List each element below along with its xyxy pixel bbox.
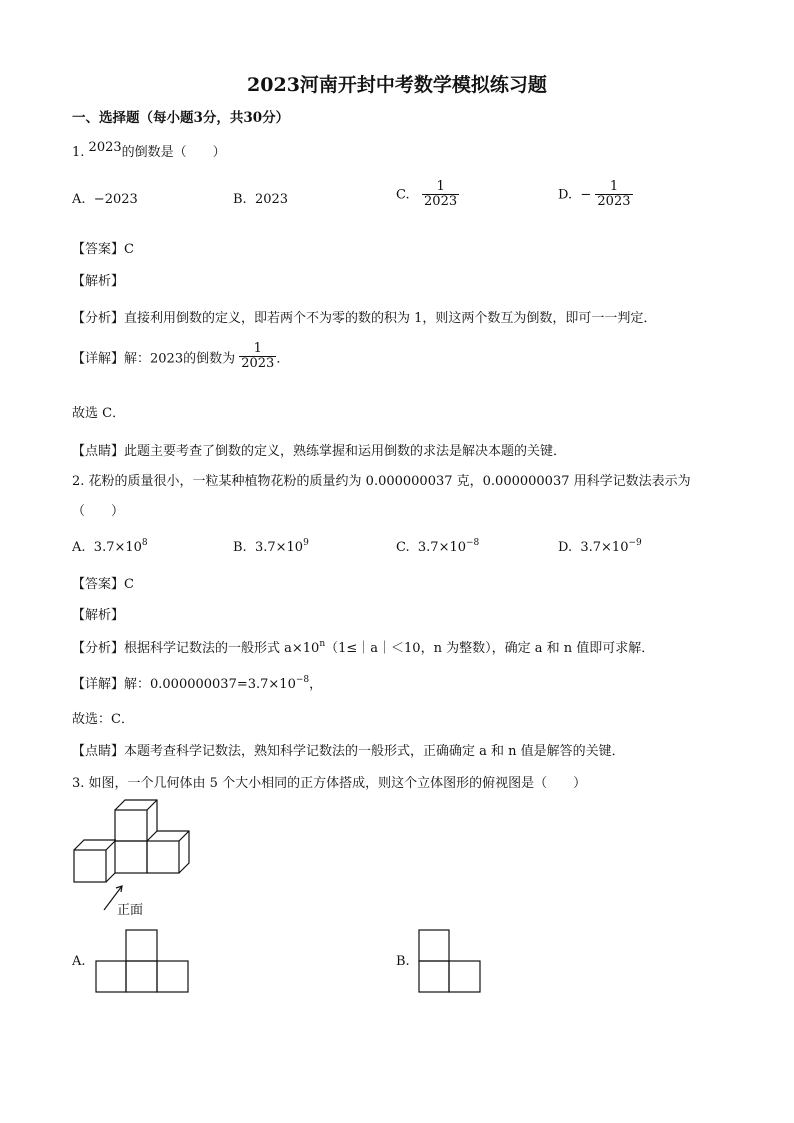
detail-fraction: $\frac{1}{2023}$	[241, 341, 275, 372]
question-2-stem-cont: （ ）	[72, 504, 125, 519]
analysis-label: 【解析】	[72, 274, 125, 289]
option-b: B. 2023	[233, 192, 289, 207]
option-d: D. − $\frac{1}{2023}$	[558, 179, 631, 210]
question-3-stem: 3. 如图，一个几何体由 5 个大小相同的正方体搭成，则这个立体图形的俯视图是（ ）	[72, 776, 587, 791]
q2-option-a: A. $3.7\times 10^8$	[72, 538, 148, 555]
choose-text: 故选 C．	[72, 406, 126, 421]
option-a-value: −2023	[93, 192, 138, 207]
option-b-value: 2023	[254, 192, 289, 207]
section-heading: 一、选择题（每小题3分，共30分）	[72, 110, 290, 126]
answer-label: 【答案】C	[72, 242, 134, 257]
cube-front-middle	[115, 841, 147, 873]
q2-comment-text: 【点睛】本题考查科学记数法，熟知科学记数法的一般形式，正确确定 a 和 n 值是解答的关键．	[72, 744, 625, 759]
question-1-stem	[72, 141, 226, 160]
q2-option-b: B. $3.7\times 10^9$	[233, 538, 309, 555]
analysis-text: 【分析】直接利用倒数的定义，即若两个不为零的数的积为 1，则这两个数互为倒数，即可一一判定．	[72, 311, 657, 326]
cube-front-right	[147, 841, 179, 873]
q3-option-a-label: A.	[72, 954, 86, 969]
question-2-stem: 2. 花粉的质量很小，一粒某种植物花粉的质量约为 0.000000037 克，0.000000037 用科学记数法表示为	[72, 474, 691, 489]
top-cube-front	[115, 810, 147, 841]
option-b-figure	[417, 928, 487, 994]
option-c-fraction: $\frac{1}{2023}$	[424, 179, 458, 210]
comment-text: 【点睛】此题主要考查了倒数的定义，熟练掌握和运用倒数的求法是解决本题的关键．	[72, 444, 567, 459]
option-a-figure	[94, 928, 194, 994]
option-d-fraction: $\frac{1}{2023}$	[597, 179, 631, 210]
q3-option-b-label: B.	[396, 954, 410, 969]
q2-analysis-label: 【解析】	[72, 608, 125, 623]
detail-text: 【详解】解：2023的倒数为 $\frac{1}{2023}$ ．	[72, 341, 290, 372]
q2-detail-text: 【详解】解：$0.000000037=3.7\times 10^{-8}$，	[72, 675, 323, 692]
q2-option-c: C. $3.7\times 10^{-8}$	[396, 538, 480, 555]
option-a: A. −2023	[72, 192, 138, 207]
question-stem-text: 的倒数是（ ）	[121, 145, 226, 160]
page-title: 2023河南开封中考数学模拟练习题	[247, 74, 547, 96]
q2-answer-label: 【答案】C	[72, 577, 134, 592]
q2-analysis-text: 【分析】根据科学记数法的一般形式 $a\times 10^n(1\le|a|<10$，n 为整数），确定 a 和 n 值即可求解．	[72, 639, 655, 656]
year-value: 2023	[88, 140, 122, 155]
option-c: C. $\frac{1}{2023}$	[396, 179, 458, 210]
q2-option-d: D. $3.7\times 10^{-9}$	[558, 538, 642, 555]
question-number: 1.	[72, 145, 85, 160]
cube-front-left	[74, 850, 106, 882]
q2-choose-text: 故选：C．	[72, 712, 134, 727]
front-label: 正面	[117, 903, 144, 918]
